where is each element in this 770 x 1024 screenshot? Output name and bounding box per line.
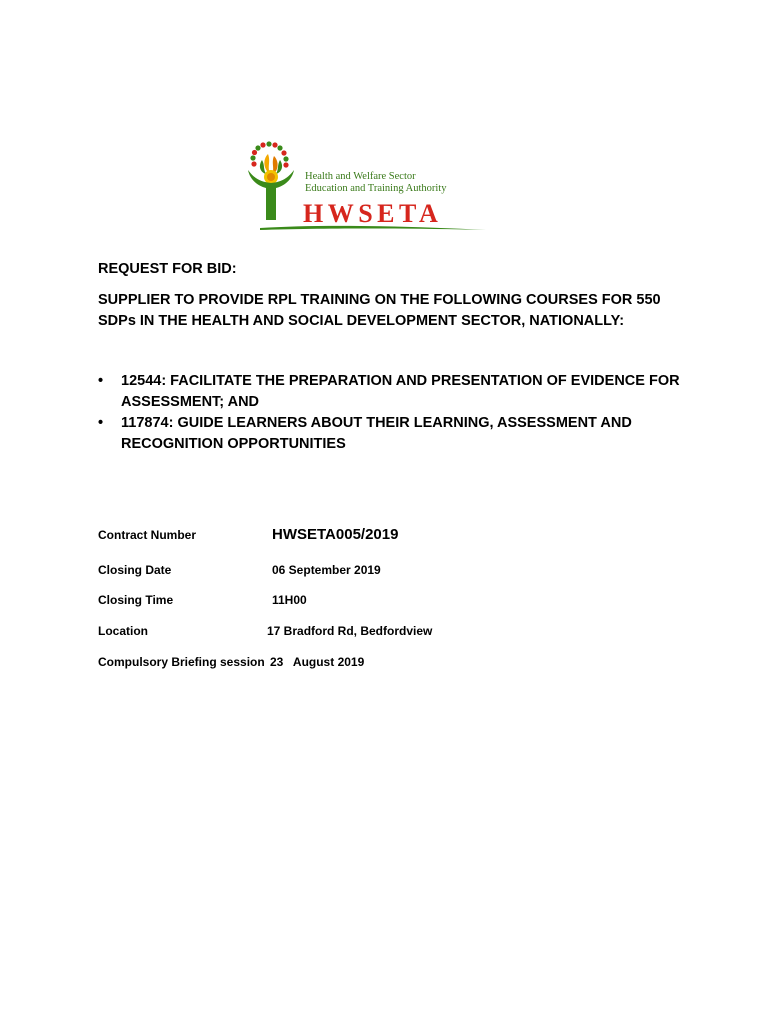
- course-text: 117874: GUIDE LEARNERS ABOUT THEIR LEARNING, ASSESSMENT AND RECOGNITION OPPORTUNITIES: [121, 415, 632, 452]
- hwseta-logo: [240, 140, 490, 235]
- list-item: [98, 413, 698, 455]
- course-list: [98, 371, 698, 455]
- bid-description: SUPPLIER TO PROVIDE RPL TRAINING ON THE FOLLOWING COURSES FOR 550 SDPs IN THE HEALTH AND SOCIAL DEVELOPMENT SECTOR, NATIONALLY:: [98, 292, 661, 329]
- contract-number-label: Contract Number: [98, 528, 197, 542]
- logo-line-authority: Education and Training Authority: [305, 183, 447, 194]
- bullet-icon: •: [98, 373, 104, 389]
- course-text: 12544: FACILITATE THE PREPARATION AND PRESENTATION OF EVIDENCE FOR ASSESSMENT; AND: [121, 373, 680, 410]
- location-label: Location: [98, 624, 148, 638]
- request-title: REQUEST FOR BID:: [98, 261, 237, 277]
- logo-line-sector: Health and Welfare Sector: [305, 171, 416, 182]
- closing-time-label: Closing Time: [98, 593, 174, 607]
- briefing-label: Compulsory Briefing session: [98, 655, 265, 669]
- closing-date-value: 06 September 2019: [272, 563, 381, 577]
- logo-wordmark: HWSETA: [303, 199, 443, 228]
- bullet-icon: •: [98, 415, 104, 431]
- closing-time-value: 11H00: [272, 593, 307, 607]
- closing-date-label: Closing Date: [98, 563, 172, 577]
- location-value: 17 Bradford Rd, Bedfordview: [267, 624, 433, 638]
- list-item: [98, 371, 698, 413]
- contract-number-value: HWSETA005/2019: [272, 526, 399, 543]
- briefing-date-value: 23 August 2019: [270, 655, 365, 669]
